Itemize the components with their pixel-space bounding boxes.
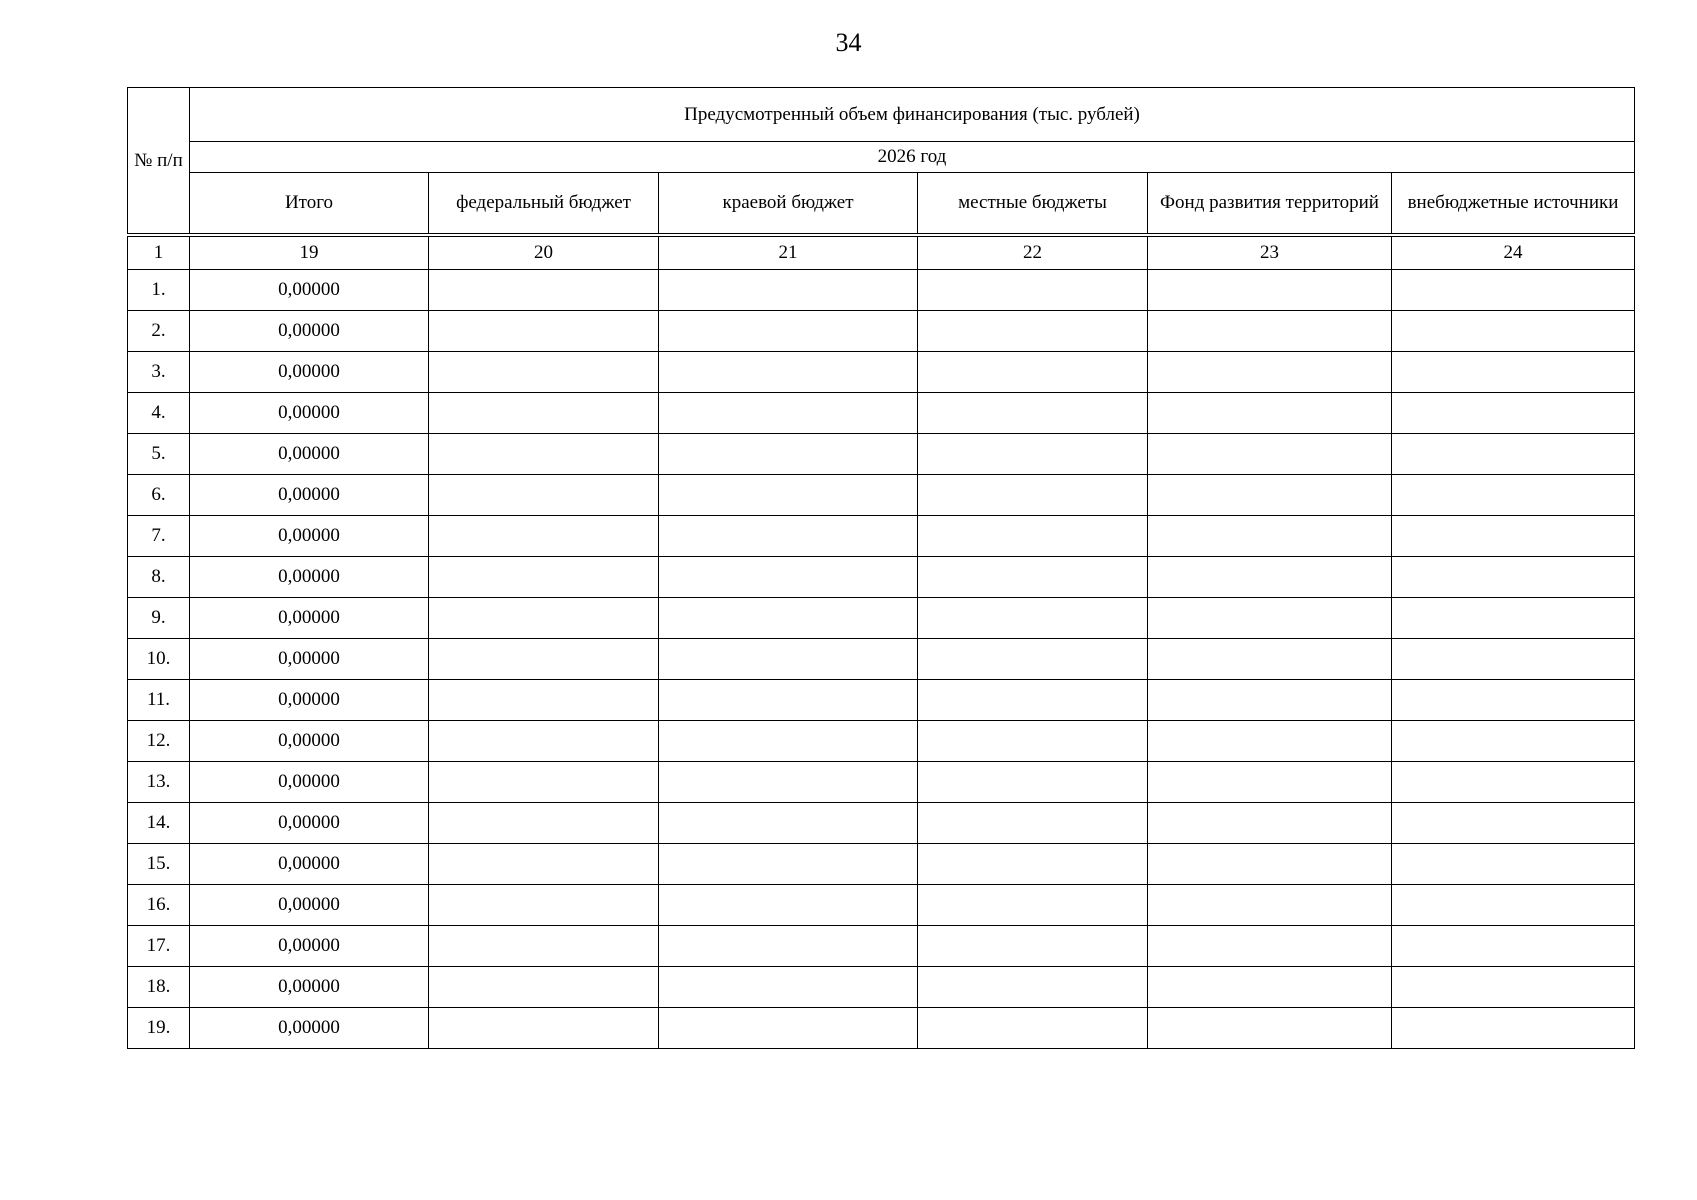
column-number: 19 <box>190 235 429 270</box>
column-number: 23 <box>1148 235 1392 270</box>
federal-budget-cell <box>429 270 659 311</box>
regional-budget-cell <box>659 680 918 721</box>
total-cell: 0,00000 <box>190 844 429 885</box>
federal-budget-cell <box>429 311 659 352</box>
column-header-territory-fund: Фонд развития территорий <box>1148 173 1392 236</box>
total-cell: 0,00000 <box>190 680 429 721</box>
territory-fund-cell <box>1148 393 1392 434</box>
regional-budget-cell <box>659 721 918 762</box>
total-cell: 0,00000 <box>190 762 429 803</box>
regional-budget-cell <box>659 762 918 803</box>
row-number-cell: 4. <box>128 393 190 434</box>
column-header-regional-budget: краевой бюджет <box>659 173 918 236</box>
row-number-cell: 9. <box>128 598 190 639</box>
regional-budget-cell <box>659 598 918 639</box>
federal-budget-cell <box>429 803 659 844</box>
local-budgets-cell <box>918 270 1148 311</box>
table-row <box>128 885 1635 926</box>
territory-fund-cell <box>1148 557 1392 598</box>
column-number: 22 <box>918 235 1148 270</box>
row-number-cell: 13. <box>128 762 190 803</box>
column-number: 24 <box>1392 235 1635 270</box>
extrabudgetary-cell <box>1392 885 1635 926</box>
column-number: 20 <box>429 235 659 270</box>
table-row <box>128 926 1635 967</box>
federal-budget-cell <box>429 598 659 639</box>
extrabudgetary-cell <box>1392 516 1635 557</box>
extrabudgetary-cell <box>1392 598 1635 639</box>
row-number-cell: 3. <box>128 352 190 393</box>
federal-budget-cell <box>429 393 659 434</box>
regional-budget-cell <box>659 639 918 680</box>
federal-budget-cell <box>429 516 659 557</box>
federal-budget-cell <box>429 844 659 885</box>
extrabudgetary-cell <box>1392 475 1635 516</box>
row-number-cell: 16. <box>128 885 190 926</box>
regional-budget-cell <box>659 803 918 844</box>
extrabudgetary-cell <box>1392 393 1635 434</box>
local-budgets-cell <box>918 844 1148 885</box>
page-number: 34 <box>835 28 862 57</box>
territory-fund-cell <box>1148 967 1392 1008</box>
column-header-extrabudgetary: внебюджетные источники <box>1392 173 1635 236</box>
regional-budget-cell <box>659 967 918 1008</box>
column-numbers-row <box>128 235 1635 270</box>
row-number-cell: 8. <box>128 557 190 598</box>
territory-fund-cell <box>1148 885 1392 926</box>
federal-budget-cell <box>429 762 659 803</box>
territory-fund-cell <box>1148 1008 1392 1049</box>
table-row <box>128 967 1635 1008</box>
row-number-cell: 10. <box>128 639 190 680</box>
local-budgets-cell <box>918 680 1148 721</box>
extrabudgetary-cell <box>1392 270 1635 311</box>
total-cell: 0,00000 <box>190 352 429 393</box>
territory-fund-cell <box>1148 926 1392 967</box>
table-row <box>128 393 1635 434</box>
table-header <box>128 88 1635 270</box>
extrabudgetary-cell <box>1392 557 1635 598</box>
federal-budget-cell <box>429 639 659 680</box>
federal-budget-cell <box>429 680 659 721</box>
table-row <box>128 475 1635 516</box>
table-row <box>128 311 1635 352</box>
federal-budget-cell <box>429 885 659 926</box>
row-number-cell: 6. <box>128 475 190 516</box>
extrabudgetary-cell <box>1392 803 1635 844</box>
total-cell: 0,00000 <box>190 475 429 516</box>
table-row <box>128 270 1635 311</box>
table-row <box>128 639 1635 680</box>
table-row <box>128 557 1635 598</box>
local-budgets-cell <box>918 803 1148 844</box>
extrabudgetary-cell <box>1392 680 1635 721</box>
territory-fund-cell <box>1148 352 1392 393</box>
row-number-cell: 11. <box>128 680 190 721</box>
local-budgets-cell <box>918 885 1148 926</box>
extrabudgetary-cell <box>1392 844 1635 885</box>
territory-fund-cell <box>1148 803 1392 844</box>
extrabudgetary-cell <box>1392 967 1635 1008</box>
table-row <box>128 762 1635 803</box>
year-header: 2026 год <box>190 142 1635 173</box>
row-number-cell: 14. <box>128 803 190 844</box>
local-budgets-cell <box>918 967 1148 1008</box>
row-number-cell: 15. <box>128 844 190 885</box>
territory-fund-cell <box>1148 516 1392 557</box>
regional-budget-cell <box>659 475 918 516</box>
column-number: 1 <box>128 235 190 270</box>
total-cell: 0,00000 <box>190 270 429 311</box>
total-cell: 0,00000 <box>190 516 429 557</box>
row-number-cell: 1. <box>128 270 190 311</box>
local-budgets-cell <box>918 352 1148 393</box>
federal-budget-cell <box>429 721 659 762</box>
regional-budget-cell <box>659 844 918 885</box>
federal-budget-cell <box>429 926 659 967</box>
extrabudgetary-cell <box>1392 926 1635 967</box>
local-budgets-cell <box>918 475 1148 516</box>
row-number-cell: 7. <box>128 516 190 557</box>
table-row <box>128 352 1635 393</box>
extrabudgetary-cell <box>1392 434 1635 475</box>
local-budgets-cell <box>918 516 1148 557</box>
row-number-cell: 18. <box>128 967 190 1008</box>
total-cell: 0,00000 <box>190 926 429 967</box>
total-cell: 0,00000 <box>190 885 429 926</box>
local-budgets-cell <box>918 762 1148 803</box>
federal-budget-cell <box>429 557 659 598</box>
regional-budget-cell <box>659 885 918 926</box>
federal-budget-cell <box>429 1008 659 1049</box>
table-row <box>128 844 1635 885</box>
local-budgets-cell <box>918 926 1148 967</box>
federal-budget-cell <box>429 475 659 516</box>
total-cell: 0,00000 <box>190 803 429 844</box>
territory-fund-cell <box>1148 762 1392 803</box>
total-cell: 0,00000 <box>190 598 429 639</box>
territory-fund-cell <box>1148 844 1392 885</box>
column-header-federal-budget: федеральный бюджет <box>429 173 659 236</box>
total-cell: 0,00000 <box>190 639 429 680</box>
total-cell: 0,00000 <box>190 721 429 762</box>
territory-fund-cell <box>1148 311 1392 352</box>
row-number-header: № п/п <box>128 88 190 236</box>
extrabudgetary-cell <box>1392 639 1635 680</box>
total-cell: 0,00000 <box>190 967 429 1008</box>
regional-budget-cell <box>659 270 918 311</box>
financing-table <box>127 87 1635 1049</box>
federal-budget-cell <box>429 967 659 1008</box>
extrabudgetary-cell <box>1392 1008 1635 1049</box>
local-budgets-cell <box>918 598 1148 639</box>
table-body <box>128 270 1635 1049</box>
extrabudgetary-cell <box>1392 311 1635 352</box>
local-budgets-cell <box>918 1008 1148 1049</box>
table-row <box>128 803 1635 844</box>
table-row <box>128 721 1635 762</box>
table-row <box>128 598 1635 639</box>
column-header-total: Итого <box>190 173 429 236</box>
row-number-cell: 2. <box>128 311 190 352</box>
local-budgets-cell <box>918 311 1148 352</box>
regional-budget-cell <box>659 1008 918 1049</box>
regional-budget-cell <box>659 926 918 967</box>
territory-fund-cell <box>1148 639 1392 680</box>
regional-budget-cell <box>659 434 918 475</box>
local-budgets-cell <box>918 639 1148 680</box>
regional-budget-cell <box>659 352 918 393</box>
table-row <box>128 680 1635 721</box>
territory-fund-cell <box>1148 270 1392 311</box>
regional-budget-cell <box>659 311 918 352</box>
regional-budget-cell <box>659 393 918 434</box>
territory-fund-cell <box>1148 434 1392 475</box>
territory-fund-cell <box>1148 721 1392 762</box>
extrabudgetary-cell <box>1392 352 1635 393</box>
table-row <box>128 1008 1635 1049</box>
federal-budget-cell <box>429 352 659 393</box>
total-cell: 0,00000 <box>190 434 429 475</box>
table-row <box>128 516 1635 557</box>
local-budgets-cell <box>918 721 1148 762</box>
regional-budget-cell <box>659 557 918 598</box>
total-cell: 0,00000 <box>190 393 429 434</box>
row-number-cell: 5. <box>128 434 190 475</box>
regional-budget-cell <box>659 516 918 557</box>
local-budgets-cell <box>918 557 1148 598</box>
local-budgets-cell <box>918 434 1148 475</box>
row-number-cell: 12. <box>128 721 190 762</box>
financing-title: Предусмотренный объем финансирования (тыс. рублей) <box>190 88 1635 142</box>
row-number-cell: 19. <box>128 1008 190 1049</box>
total-cell: 0,00000 <box>190 1008 429 1049</box>
table-row <box>128 434 1635 475</box>
extrabudgetary-cell <box>1392 762 1635 803</box>
territory-fund-cell <box>1148 680 1392 721</box>
total-cell: 0,00000 <box>190 311 429 352</box>
extrabudgetary-cell <box>1392 721 1635 762</box>
total-cell: 0,00000 <box>190 557 429 598</box>
column-number: 21 <box>659 235 918 270</box>
row-number-cell: 17. <box>128 926 190 967</box>
territory-fund-cell <box>1148 598 1392 639</box>
territory-fund-cell <box>1148 475 1392 516</box>
federal-budget-cell <box>429 434 659 475</box>
column-header-local-budgets: местные бюджеты <box>918 173 1148 236</box>
local-budgets-cell <box>918 393 1148 434</box>
